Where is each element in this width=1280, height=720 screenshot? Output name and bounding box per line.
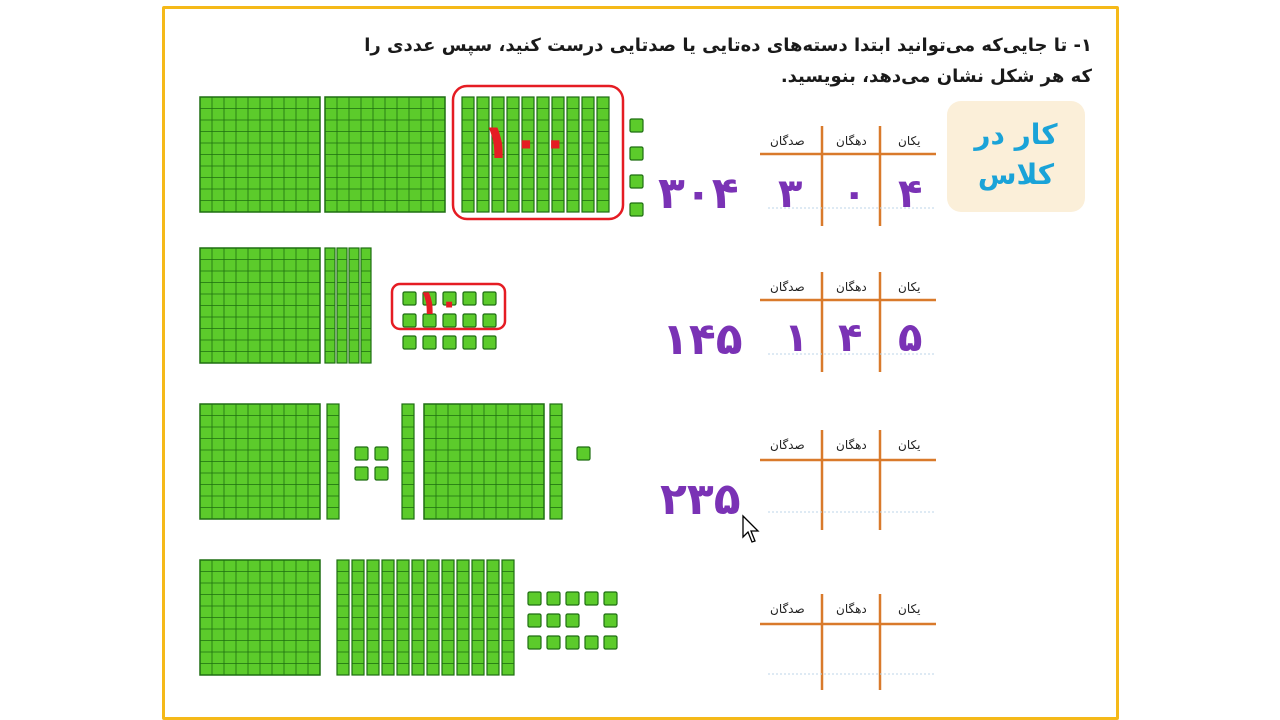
unit-cube [403,314,416,327]
header-ones: یکان [898,134,921,148]
unit-cube [403,336,416,349]
unit-cube [566,614,579,627]
digit-ones: ۵ [898,315,923,361]
mouse-cursor-icon [742,515,762,545]
unit-cube [566,636,579,649]
header-hundreds: صدگان [770,280,805,294]
ten-rod [402,404,414,519]
ten-rod [427,560,439,675]
place-value-table-1 [758,124,938,228]
unit-cube [566,592,579,605]
ten-rod [337,560,349,675]
header-ones: یکان [898,438,921,452]
unit-cube [577,447,590,460]
hundred-block [200,248,320,363]
header-tens: دهگان [836,602,867,616]
ten-rod [597,97,609,212]
hundred-block [424,404,544,519]
place-value-table-4 [758,592,938,692]
unit-cube [585,592,598,605]
unit-cube [483,314,496,327]
header-hundreds: صدگان [770,134,805,148]
ten-rod [502,560,514,675]
digit-hundreds: ۳ [778,171,803,217]
hundred-block [200,404,320,519]
ten-rod [327,404,339,519]
ten-rod [382,560,394,675]
unit-cube [630,175,643,188]
ten-rod [487,560,499,675]
unit-cube [604,592,617,605]
unit-cube [547,636,560,649]
ten-rod [457,560,469,675]
unit-cube [375,467,388,480]
answer-row-3: ۲۳۵ [660,474,741,525]
header-hundreds: صدگان [770,438,805,452]
unit-cube [403,292,416,305]
unit-cube [463,336,476,349]
answer-row-2: ۱۴۵ [662,314,743,365]
unit-cube [483,336,496,349]
ten-rod [462,97,474,212]
unit-cube [423,336,436,349]
unit-cube [547,592,560,605]
instruction-text: ۱- تا جایی‌که می‌توانید ابتدا دسته‌های ده‌تایی یا صدتایی درست کنید، سپس عددی را که هر شکل نشان می‌دهد، بنویسید. [364,35,1092,87]
ten-rod [472,560,484,675]
unit-cube [528,614,541,627]
unit-cube [585,636,598,649]
unit-cube [630,119,643,132]
badge-line-2: کلاس [977,158,1055,191]
annotation-hundred: ۱۰۰ [482,114,570,170]
place-value-table-3 [758,428,938,532]
unit-cube [604,614,617,627]
unit-cube [463,314,476,327]
unit-cube [463,292,476,305]
unit-cube [528,636,541,649]
header-ones: یکان [898,280,921,294]
unit-cube [528,592,541,605]
header-ones: یکان [898,602,921,616]
unit-cube [443,336,456,349]
ten-rod [367,560,379,675]
unit-cube [355,467,368,480]
badge-line-1: کار در [974,118,1058,151]
ten-rod [582,97,594,212]
digit-tens: ۰ [842,171,867,217]
ten-rod [325,248,335,363]
annotation-ten: ۱۰ [418,283,460,323]
answer-row-1: ۳۰۴ [658,168,739,219]
unit-cube [355,447,368,460]
ten-rod [361,248,371,363]
header-tens: دهگان [836,280,867,294]
ten-rod [337,248,347,363]
digit-tens: ۴ [838,315,863,361]
ten-rod [412,560,424,675]
ten-rod [397,560,409,675]
header-tens: دهگان [836,134,867,148]
header-hundreds: صدگان [770,602,805,616]
unit-cube [630,203,643,216]
unit-cube [630,147,643,160]
ten-rod [349,248,359,363]
hundred-block [200,560,320,675]
digit-hundreds: ۱ [784,315,809,361]
header-tens: دهگان [836,438,867,452]
digit-ones: ۴ [898,171,923,217]
place-value-table-2 [758,270,938,374]
ten-rod [550,404,562,519]
unit-cube [547,614,560,627]
hundred-block [200,97,320,212]
ten-rod [442,560,454,675]
unit-cube [604,636,617,649]
hundred-block [325,97,445,212]
unit-cube [483,292,496,305]
ten-rod [352,560,364,675]
unit-cube [375,447,388,460]
